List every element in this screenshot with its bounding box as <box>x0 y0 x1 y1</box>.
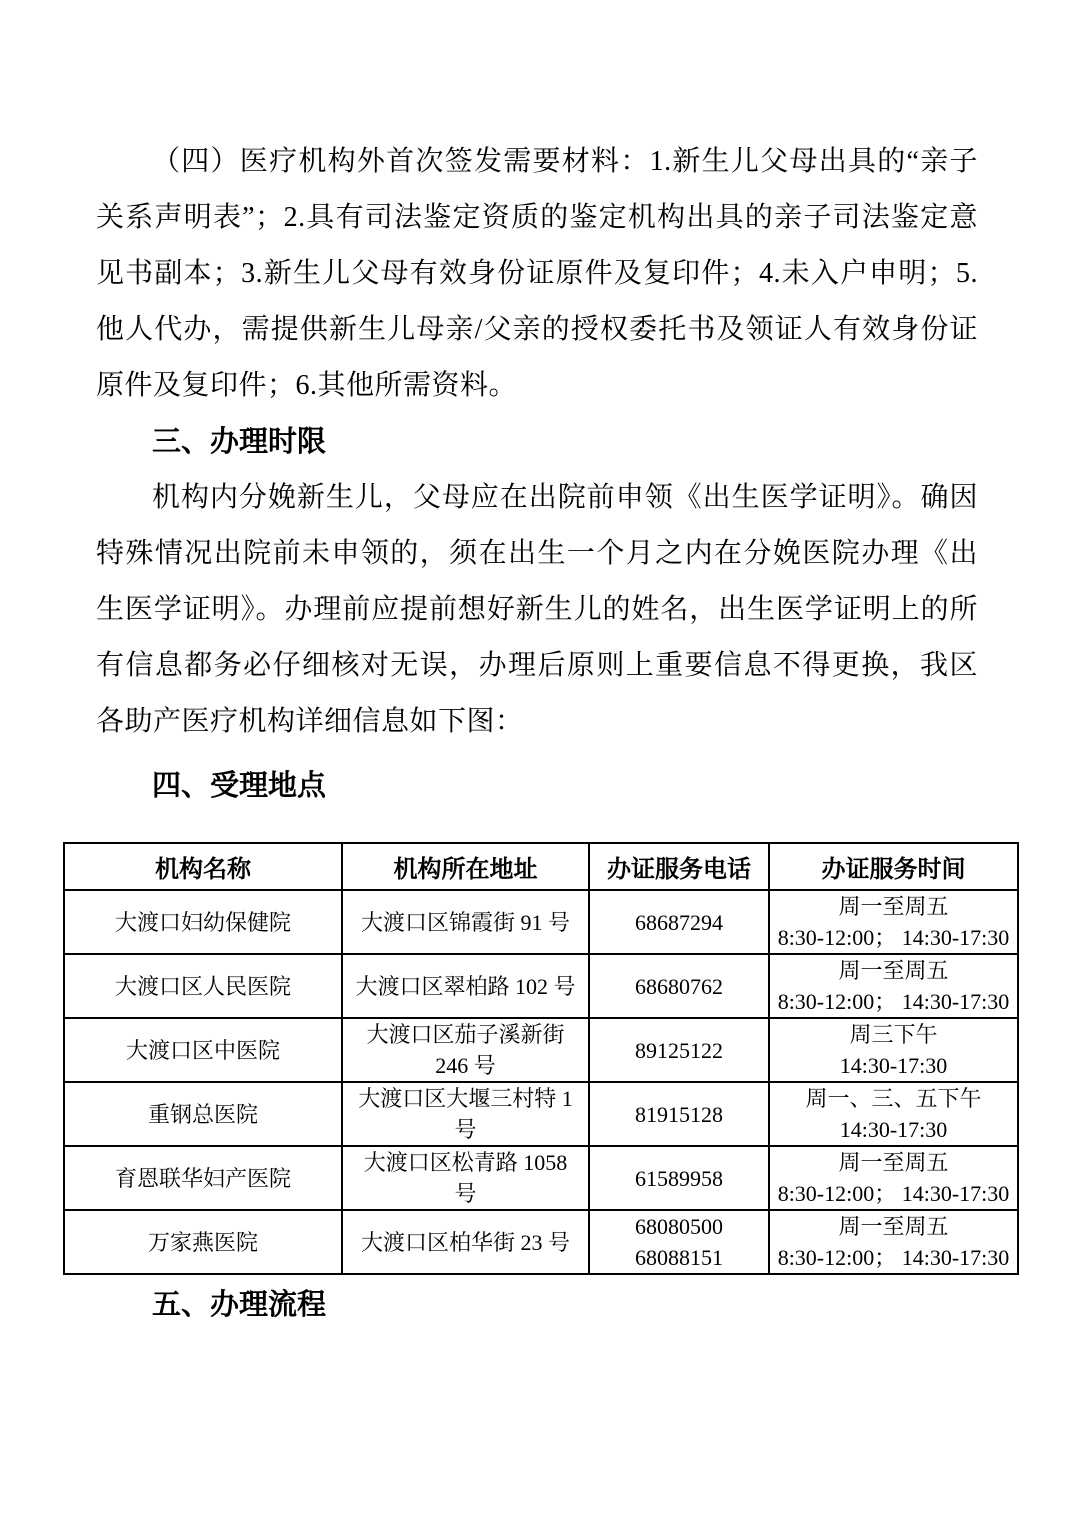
institution-address-cell <box>342 1082 589 1146</box>
table-header-row <box>64 843 1018 890</box>
table-row <box>64 1018 1018 1082</box>
phone-number: 68080500 <box>635 1214 723 1239</box>
table-row <box>64 1210 1018 1274</box>
hours-times: 14:30-17:30 <box>839 1117 948 1142</box>
service-hours-cell <box>769 1146 1018 1210</box>
institution-name: 大渡口区中医院 <box>125 1037 280 1063</box>
phone-number: 81915128 <box>635 1101 723 1127</box>
service-hours-cell <box>769 1082 1018 1146</box>
institution-name: 万家燕医院 <box>147 1229 258 1255</box>
hours-times: 14:30-17:30 <box>839 1053 948 1078</box>
address-line: 号 <box>454 1117 477 1142</box>
service-hours-cell <box>769 890 1018 954</box>
hours-days: 周一至周五 <box>838 958 949 983</box>
institution-address-cell <box>342 1018 589 1082</box>
institution-name-cell <box>64 1018 342 1082</box>
service-hours-cell <box>769 1018 1018 1082</box>
hours-days: 周一、三、五下午 <box>805 1086 982 1111</box>
service-hours-cell <box>769 1210 1018 1274</box>
hours-days: 周三下午 <box>849 1022 938 1047</box>
phone-number: 61589958 <box>635 1165 723 1191</box>
service-phone-cell <box>589 954 769 1018</box>
section3-paragraph: 机构内分娩新生儿，父母应在出院前申领《出生医学证明》。确因特殊情况出院前未申领的，须在出生一个月之内在分娩医院办理《出生医学证明》。办理前应提前想好新生儿的姓名，出生医学证明上的所有信息都务必仔细核对无误，办理后原则上重要信息不得更换，我区各助产医疗机构详细信息如下图： <box>96 482 978 737</box>
phone-number: 89125122 <box>635 1037 723 1063</box>
section4-heading: 四、受理地点 <box>152 770 327 802</box>
section5-heading: 五、办理流程 <box>152 1289 327 1321</box>
service-phone-cell <box>589 1210 769 1274</box>
address-line: 大渡口区翠柏路 102 号 <box>355 973 576 999</box>
hours-times: 8:30-12:00； 14:30-17:30 <box>777 1245 1010 1270</box>
service-hours-cell <box>769 954 1018 1018</box>
address-line: 大渡口区松青路 1058 <box>363 1150 568 1175</box>
institution-name: 育恩联华妇产医院 <box>114 1165 291 1191</box>
institution-address-cell <box>342 1146 589 1210</box>
service-phone-cell <box>589 1018 769 1082</box>
column-header-institution-address: 机构所在地址 <box>342 843 589 890</box>
hours-days: 周一至周五 <box>838 1214 949 1239</box>
address-line: 大渡口区柏华街 23 号 <box>360 1229 570 1255</box>
address-line: 大渡口区大堰三村特 1 <box>358 1086 573 1111</box>
institution-name-cell <box>64 890 342 954</box>
hours-days: 周一至周五 <box>838 1150 949 1175</box>
hours-times: 8:30-12:00； 14:30-17:30 <box>777 925 1010 950</box>
institution-name-cell <box>64 954 342 1018</box>
service-phone-cell <box>589 1082 769 1146</box>
materials-paragraph: （四）医疗机构外首次签发需要材料：1.新生儿父母出具的“亲子关系声明表”；2.具有司法鉴定资质的鉴定机构出具的亲子司法鉴定意见书副本；3.新生儿父母有效身份证原件及复印件；4.未入户申明；5.他人代办，需提供新生儿母亲/父亲的授权委托书及领证人有效身份证原件及复印件；6.其他所需资料。 <box>96 146 978 401</box>
institution-address-cell <box>342 890 589 954</box>
acceptance-locations-table <box>63 842 1019 1275</box>
institution-name: 重钢总医院 <box>147 1101 258 1127</box>
phone-number: 68088151 <box>635 1245 723 1270</box>
institution-name-cell <box>64 1210 342 1274</box>
address-line: 大渡口区茄子溪新街 <box>366 1022 565 1047</box>
section3-heading: 三、办理时限 <box>152 426 327 458</box>
phone-number: 68687294 <box>635 909 723 935</box>
institution-name: 大渡口妇幼保健院 <box>114 909 291 935</box>
institution-name-cell <box>64 1146 342 1210</box>
institution-name: 大渡口区人民医院 <box>114 973 291 999</box>
address-line: 大渡口区锦霞街 91 号 <box>360 909 570 935</box>
address-line: 号 <box>454 1181 477 1206</box>
table-row <box>64 1146 1018 1210</box>
institution-address-cell <box>342 1210 589 1274</box>
table-row <box>64 890 1018 954</box>
service-phone-cell <box>589 1146 769 1210</box>
institution-address-cell <box>342 954 589 1018</box>
column-header-service-hours: 办证服务时间 <box>769 843 1018 890</box>
phone-number: 68680762 <box>635 973 723 999</box>
address-line: 246 号 <box>435 1053 496 1078</box>
table-row <box>64 954 1018 1018</box>
column-header-service-phone: 办证服务电话 <box>589 843 769 890</box>
service-phone-cell <box>589 890 769 954</box>
table-row <box>64 1082 1018 1146</box>
institution-name-cell <box>64 1082 342 1146</box>
hours-times: 8:30-12:00； 14:30-17:30 <box>777 989 1010 1014</box>
hours-days: 周一至周五 <box>838 894 949 919</box>
column-header-institution-name: 机构名称 <box>64 843 342 890</box>
hours-times: 8:30-12:00； 14:30-17:30 <box>777 1181 1010 1206</box>
